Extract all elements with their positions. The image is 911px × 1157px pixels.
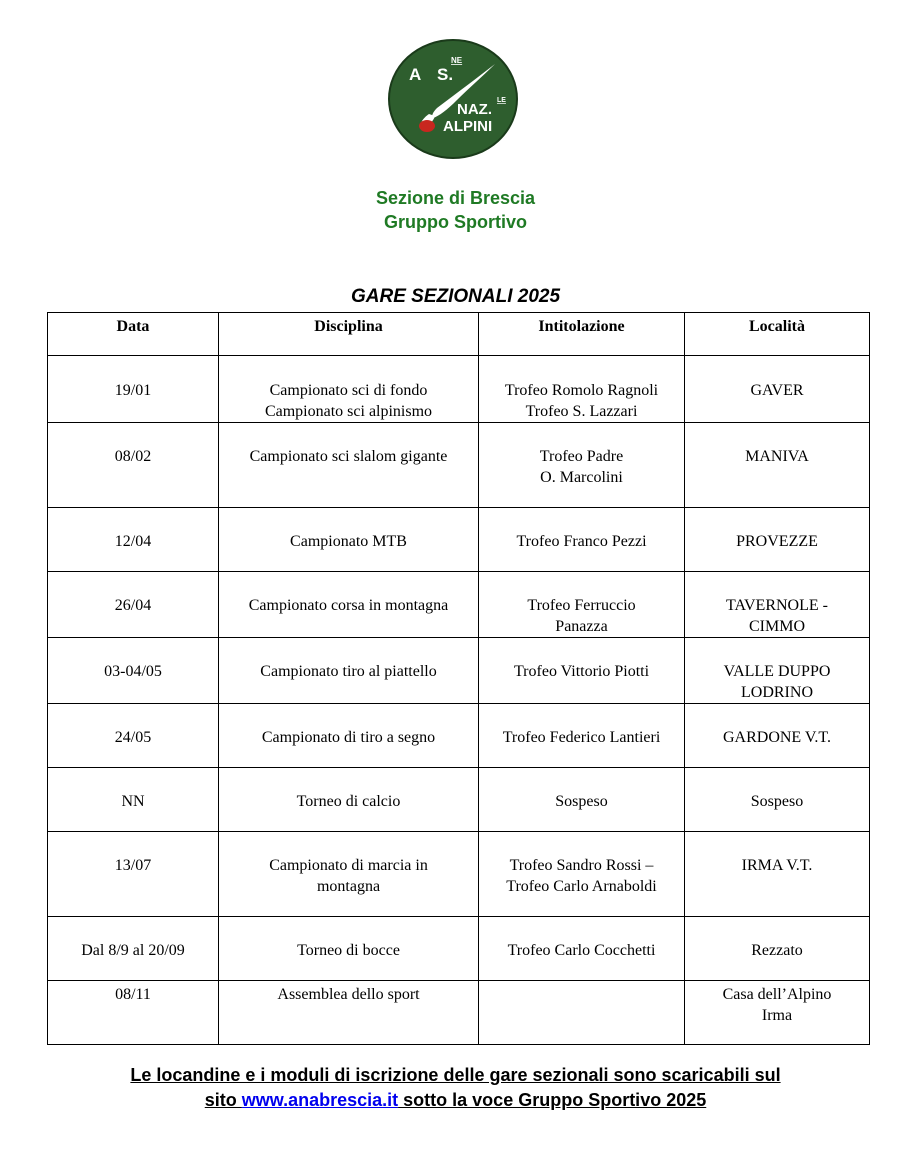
cell-text: Campionato di marcia in (269, 857, 428, 874)
cell-text: Trofeo Vittorio Piotti (513, 663, 650, 680)
table-row (48, 981, 870, 1045)
cell-text: IRMA V.T. (741, 857, 813, 874)
cell-localita (685, 356, 870, 423)
column-header-disciplina: Disciplina (219, 313, 479, 356)
website-link[interactable]: www.anabrescia.it (241, 1090, 399, 1110)
cell-text: Panazza (555, 618, 608, 635)
cell-localita (685, 981, 870, 1045)
cell-data (48, 768, 219, 832)
cell-text: Trofeo Carlo Cocchetti (507, 942, 656, 959)
cell-text: Trofeo Federico Lantieri (502, 729, 661, 746)
cell-text: Trofeo Romolo Ragnoli (504, 382, 659, 399)
cell-disciplina (219, 832, 479, 917)
cell-text: Dal 8/9 al 20/09 (81, 942, 185, 959)
cell-text: NN (121, 793, 145, 810)
cell-intitolazione (479, 638, 685, 704)
logo-sup-le: LE (497, 97, 506, 104)
cell-text: Torneo di calcio (296, 793, 401, 810)
column-header-intitolazione: Intitolazione (479, 313, 685, 356)
footer-suffix: sotto la voce Gruppo Sportivo 2025 (398, 1090, 707, 1110)
cell-disciplina (219, 356, 479, 423)
cell-localita (685, 638, 870, 704)
logo-text-alpini: ALPINI (443, 118, 493, 135)
cell-text: 08/02 (114, 448, 152, 465)
table-row (48, 768, 870, 832)
group-name: Gruppo Sportivo (384, 212, 527, 232)
cell-text: 24/05 (114, 729, 152, 746)
section-name: Sezione di Brescia (375, 188, 536, 208)
table-row (48, 917, 870, 981)
cell-text: Campionato tiro al piattello (260, 663, 437, 680)
cell-text: 12/04 (114, 533, 152, 550)
cell-localita (685, 704, 870, 768)
table-body (48, 356, 870, 1045)
cell-text: Campionato MTB (290, 533, 407, 550)
cell-text: Rezzato (751, 942, 803, 959)
cell-text: Campionato corsa in montagna (248, 597, 449, 614)
cell-text: MANIVA (745, 448, 809, 465)
cell-text: Trofeo Ferruccio (527, 597, 636, 614)
table-row (48, 832, 870, 917)
table-row (48, 638, 870, 704)
cell-data (48, 572, 219, 638)
cell-text: 19/01 (114, 382, 152, 399)
logo-sup-ne: NE (451, 56, 463, 65)
cell-data (48, 638, 219, 704)
table-row (48, 572, 870, 638)
cell-text: montagna (316, 878, 381, 895)
cell-disciplina (219, 508, 479, 572)
cell-text: Trofeo Franco Pezzi (516, 533, 647, 550)
cell-text: Casa dell’Alpino (722, 986, 832, 1003)
cell-text: Assemblea dello sport (277, 986, 420, 1003)
cell-text: Trofeo Carlo Arnaboldi (506, 878, 657, 895)
table-row (48, 423, 870, 508)
cell-disciplina (219, 917, 479, 981)
ana-logo (387, 38, 519, 160)
cell-data (48, 981, 219, 1045)
cell-intitolazione (479, 356, 685, 423)
cell-text: Campionato sci slalom gigante (249, 448, 448, 465)
cell-text: TAVERNOLE - (726, 597, 828, 614)
cell-text: Torneo di bocce (297, 942, 400, 959)
cell-data (48, 832, 219, 917)
cell-intitolazione (479, 768, 685, 832)
cell-data (48, 917, 219, 981)
table-row (48, 356, 870, 423)
events-table (47, 312, 870, 1045)
page-title: GARE SEZIONALI 2025 (350, 286, 561, 307)
cell-text: 26/04 (114, 597, 152, 614)
cell-text: 03-04/05 (104, 663, 162, 680)
cell-data (48, 356, 219, 423)
cell-text: VALLE DUPPO (723, 663, 831, 680)
cell-text: GARDONE V.T. (722, 729, 831, 746)
cell-localita (685, 423, 870, 508)
footer-note (0, 1063, 911, 1113)
cell-disciplina (219, 638, 479, 704)
cell-intitolazione (479, 981, 685, 1045)
footer-prefix: sito (204, 1090, 242, 1110)
cell-disciplina (219, 423, 479, 508)
cell-text: Campionato sci di fondo (269, 382, 428, 399)
cell-localita (685, 572, 870, 638)
cell-data (48, 508, 219, 572)
cell-text: Irma (761, 1007, 793, 1024)
cell-text: Campionato sci alpinismo (264, 403, 433, 420)
cell-text: GAVER (750, 382, 804, 399)
cell-text: Campionato di tiro a segno (261, 729, 436, 746)
footer-line-1: Le locandine e i moduli di iscrizione delle gare sezionali sono scaricabili sul (130, 1065, 781, 1085)
cell-localita (685, 832, 870, 917)
pompon-icon (419, 120, 435, 132)
cell-localita (685, 768, 870, 832)
cell-text: LODRINO (741, 684, 813, 701)
cell-text: Sospeso (750, 793, 804, 810)
cell-localita (685, 508, 870, 572)
footer-line-2 (0, 1088, 911, 1113)
cell-text: Trofeo Sandro Rossi – (509, 857, 654, 874)
cell-intitolazione (479, 572, 685, 638)
cell-intitolazione (479, 423, 685, 508)
cell-disciplina (219, 768, 479, 832)
cell-disciplina (219, 704, 479, 768)
cell-data (48, 704, 219, 768)
cell-text: CIMMO (748, 618, 805, 635)
section-header (0, 186, 911, 234)
table-row (48, 508, 870, 572)
cell-text: Sospeso (555, 793, 608, 810)
logo-text-s: S. (437, 65, 454, 84)
column-header-localita: Località (685, 313, 870, 356)
cell-text: 08/11 (115, 986, 151, 1003)
cell-localita (685, 917, 870, 981)
cell-text: Trofeo S. Lazzari (525, 403, 638, 420)
cell-text: Trofeo Padre (539, 448, 624, 465)
cell-intitolazione (479, 508, 685, 572)
cell-text: PROVEZZE (736, 533, 818, 550)
cell-disciplina (219, 572, 479, 638)
cell-disciplina (219, 981, 479, 1045)
cell-intitolazione (479, 917, 685, 981)
column-header-data: Data (48, 313, 219, 356)
table-header-row (48, 313, 870, 356)
cell-text: 13/07 (114, 857, 152, 874)
cell-text: O. Marcolini (540, 469, 623, 486)
cell-intitolazione (479, 704, 685, 768)
logo-text-naz: NAZ. (457, 101, 492, 118)
cell-data (48, 423, 219, 508)
logo-text-a: A (409, 65, 422, 84)
cell-intitolazione (479, 832, 685, 917)
table-row (48, 704, 870, 768)
